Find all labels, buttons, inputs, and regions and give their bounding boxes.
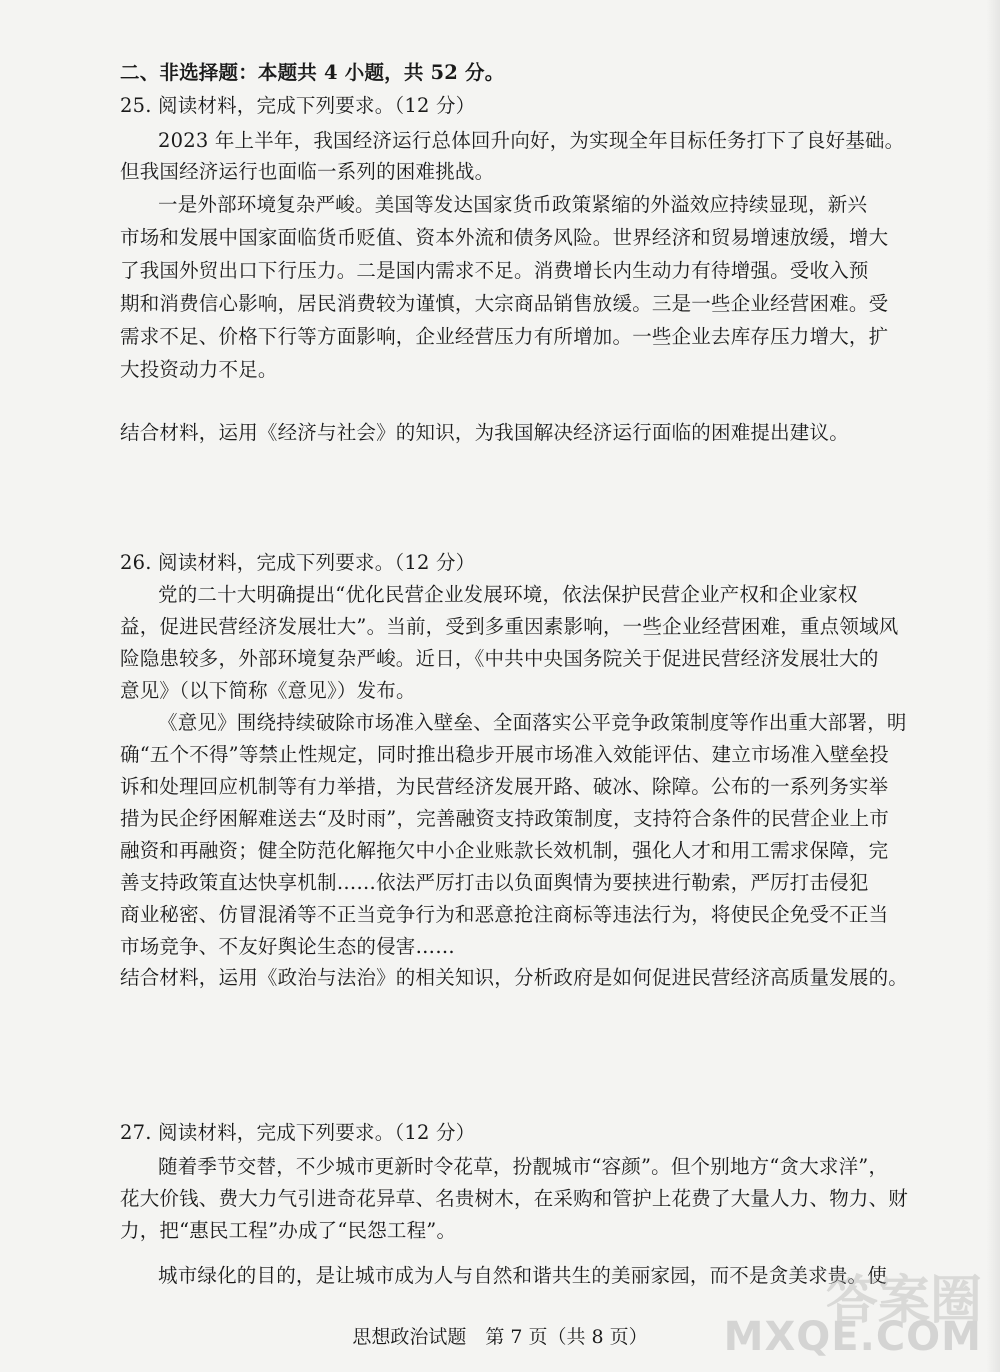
q27-line: 花大价钱、费大力气引进奇花异草、名贵树木，在采购和管护上花费了大量人力、物力、财 — [120, 1187, 909, 1210]
q25-line: 大投资动力不足。 — [120, 358, 278, 381]
q26-line: 意见》（以下简称《意见》）发布。 — [120, 679, 416, 702]
q25-line: 期和消费信心影响，居民消费较为谨慎，大宗商品销售放缓。三是一些企业经营困难。受 — [120, 292, 889, 315]
q27-title: 27. 阅读材料，完成下列要求。（12 分） — [120, 1121, 476, 1144]
q26-line: 融资和再融资；健全防范化解拖欠中小企业账款长效机制，强化人才和用工需求保障，完 — [120, 839, 889, 862]
q26-title: 26. 阅读材料，完成下列要求。（12 分） — [120, 551, 476, 574]
q26-line: 党的二十大明确提出“优化民营企业发展环境，依法保护民营企业产权和企业家权 — [158, 583, 858, 606]
q26-line: 险隐患较多，外部环境复杂严峻。近日，《中共中央国务院关于促进民营经济发展壮大的 — [120, 647, 879, 670]
q25-line: 需求不足、价格下行等方面影响，企业经营压力有所增加。一些企业去库存压力增大，扩 — [120, 325, 889, 348]
q25-line: 了我国外贸出口下行压力。二是国内需求不足。消费增长内生动力有待增强。受收入预 — [120, 259, 869, 282]
q25-line: 市场和发展中国家面临货币贬值、资本外流和债务风险。世界经济和贸易增速放缓，增大 — [120, 226, 889, 249]
q25-line: 但我国经济运行也面临一系列的困难挑战。 — [120, 160, 495, 183]
q26-line: 《意见》围绕持续破除市场准入壁垒、全面落实公平竞争政策制度等作出重大部署，明 — [158, 711, 907, 734]
watermark-logo — [723, 1250, 990, 1360]
section-heading: 二、非选择题：本题共 4 小题，共 52 分。 — [120, 61, 505, 84]
q25-line: 一是外部环境复杂严峻。美国等发达国家货币政策紧缩的外溢效应持续显现，新兴 — [158, 193, 868, 216]
q26-line: 措为民企纾困解难送去“及时雨”，完善融资支持政策制度，支持符合条件的民营企业上市 — [120, 807, 889, 830]
q26-line: 商业秘密、仿冒混淆等不正当竞争行为和恶意抢注商标等违法行为，将使民企免受不正当 — [120, 903, 889, 926]
q26-line: 益，促进民营经济发展壮大”。当前，受到多重因素影响，一些企业经营困难，重点领域风 — [120, 615, 899, 638]
q27-line: 城市绿化的目的，是让城市成为人与自然和谐共生的美丽家园，而不是贪美求贵。使 — [158, 1264, 887, 1287]
q25-question: 结合材料，运用《经济与社会》的知识，为我国解决经济运行面临的困难提出建议。 — [120, 421, 849, 444]
q26-line: 善支持政策直达快享机制……依法严厉打击以负面舆情为要挟进行勒索，严厉打击侵犯 — [120, 871, 869, 894]
q26-question: 结合材料，运用《政治与法治》的相关知识，分析政府是如何促进民营经济高质量发展的。 — [120, 966, 909, 989]
watermark-site: MXQE.COM — [723, 1314, 982, 1360]
q25-line: 2023 年上半年，我国经济运行总体回升向好，为实现全年目标任务打下了良好基础。 — [158, 129, 905, 152]
q26-line: 市场竞争、不友好舆论生态的侵害…… — [120, 935, 455, 958]
q26-line: 确“五个不得”等禁止性规定，同时推出稳步开展市场准入效能评估、建立市场准入壁垒投 — [120, 743, 889, 766]
scan-edge-shadow — [986, 0, 1000, 1372]
q25-title: 25. 阅读材料，完成下列要求。（12 分） — [120, 94, 476, 117]
page-footer: 思想政治试题 第 7 页（共 8 页） — [352, 1326, 648, 1348]
q26-line: 诉和处理回应机制等有力举措，为民营经济发展开路、破冰、除障。公布的一系列务实举 — [120, 775, 889, 798]
q27-line: 力，把“惠民工程”办成了“民怨工程”。 — [120, 1219, 457, 1242]
q27-line: 随着季节交替，不少城市更新时令花草，扮靓城市“容颜”。但个别地方“贪大求洋”， — [158, 1155, 889, 1178]
watermark-logo-text: 答案圈 — [825, 1271, 982, 1331]
